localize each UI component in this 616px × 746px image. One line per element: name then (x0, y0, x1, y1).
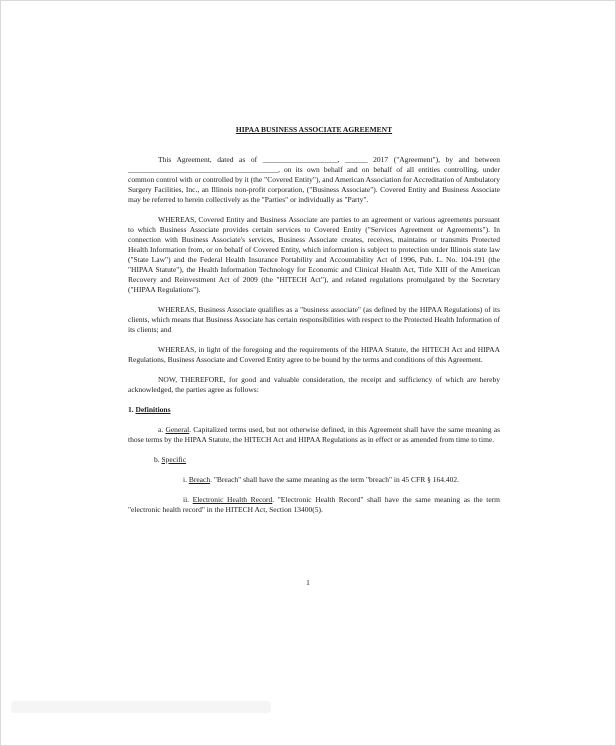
page-number: 1 (306, 578, 310, 587)
sub-a-text: . Capitalized terms used, but not otherwise defined, in this Agreement shall have the same meaning as those terms by the HIPAA Statute, the HITECH Act and HIPAA Regulations as in effect or as amended from time to time. (128, 425, 501, 444)
sub-b-label: b. (154, 455, 160, 464)
def-ii-title: Electronic Health Record (192, 495, 273, 504)
document-title: HIPAA BUSINESS ASSOCIATE AGREEMENT (235, 125, 393, 134)
def-ii-label: ii. (183, 495, 190, 504)
definition-breach (183, 475, 500, 485)
watermark-band (11, 701, 271, 713)
definitions-general-paragraph (128, 425, 500, 445)
section-title: Definitions (135, 405, 171, 414)
whereas-paragraph-1: WHEREAS, Covered Entity and Business Associate are parties to an agreement or various agreements pursuant to which Business Associate provides certain services to Covered Entity ("Services Agreement or Agreements"). In connection with Business Associate's services, Business Associate creates, receives, maintains or transmits Protected Health Information from, or on behalf of Covered Entity, which information is subject to protection under Illinois state law ("State Law") and the Federal Health Insurance Portability and Accountability Act of 1996, Pub. L. No. 104-191 (the "HIPAA Statute"), the Health Information Technology for Economic and Clinical Health Act, Title XIII of the American Recovery and Reinvestment Act of 2009 (the "HITECH Act"), and related regulations promulgated by the Secretary ("HIPAA Regulations"). (128, 215, 500, 294)
sub-a-label: a. (158, 425, 164, 434)
definitions-specific-heading (154, 455, 500, 465)
document-body (128, 125, 500, 525)
def-i-text: . "Breach" shall have the same meaning as the term "breach" in 45 CFR § 164.402. (210, 475, 459, 484)
now-therefore-paragraph: NOW, THEREFORE, for good and valuable consideration, the receipt and sufficiency of which are hereby acknowledged, the parties agree as follows: (128, 375, 500, 394)
intro-paragraph: This Agreement, dated as of ____________________, ______ 2017 ("Agreement"), by and between ________________________________________, on its own behalf and on behalf of all entities controlling, under common control with or controlled by it (the "Covered Entity"), and American Association for Accreditation of Ambulatory Surgery Facilities, Inc., an Illinois non-profit corporation, ("Business Associate"). Covered Entity and Business Associate may be referred to herein collectively as the "Parties" or individually as "Party". (128, 155, 500, 204)
sub-b-title: Specific (161, 455, 187, 464)
whereas-paragraph-2: WHEREAS, Business Associate qualifies as a "business associate" (as defined by the HIPAA Regulations) of its clients, which means that Business Associate has certain responsibilities with respect to the Protected Health Information of its clients; and (128, 305, 500, 334)
whereas-paragraph-3: WHEREAS, in light of the foregoing and the requirements of the HIPAA Statute, the HITECH Act and HIPAA Regulations, Business Associate and Covered Entity agree to be bound by the terms and conditions of this Agreement. (128, 345, 500, 364)
watermark-graphic (11, 695, 271, 719)
sub-a-title: General (165, 425, 190, 434)
def-i-title: Breach (188, 475, 211, 484)
section-number: 1. (128, 405, 134, 414)
section-heading-definitions (128, 405, 500, 415)
definition-electronic-health-record (128, 495, 500, 515)
def-ii-text: . "Electronic Health Record" shall have the same meaning as the term "electronic health record" in the HITECH Act, Section 13400(5). (128, 495, 501, 514)
def-i-label: i. (183, 475, 187, 484)
